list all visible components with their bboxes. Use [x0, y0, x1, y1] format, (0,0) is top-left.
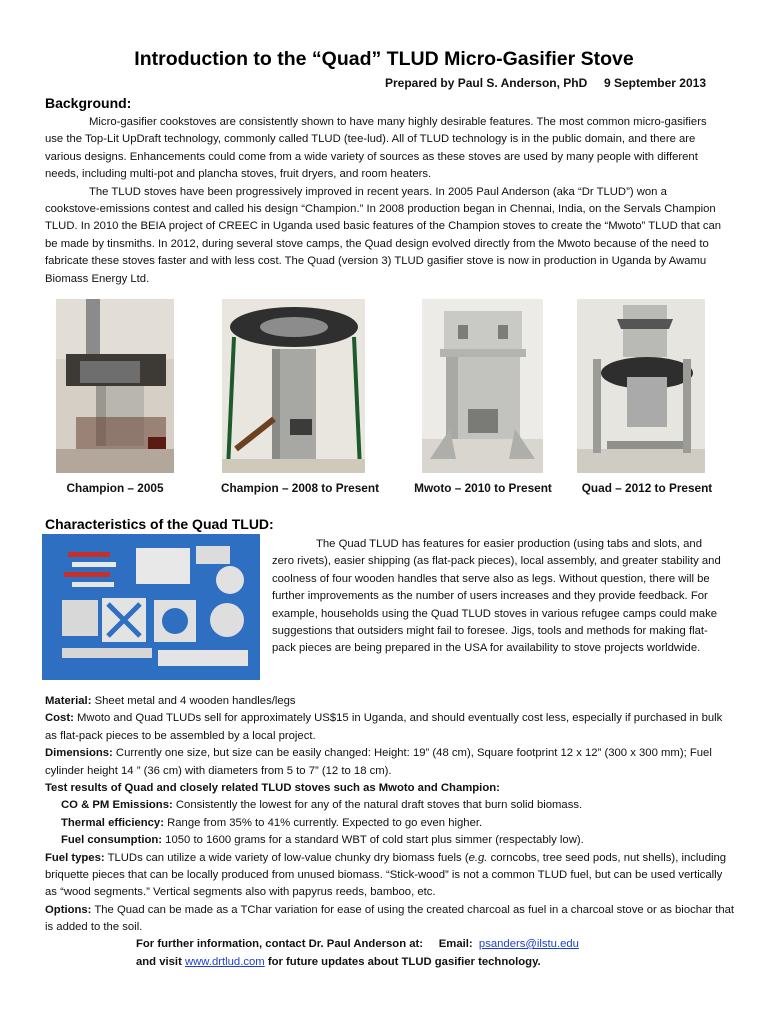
photo-caption-champion-2008: Champion – 2008 to Present — [221, 481, 379, 495]
contact-line-website — [136, 953, 736, 971]
website-link[interactable]: www.drtlud.com — [184, 956, 265, 968]
fuel-types-row — [45, 850, 735, 902]
cost-value: Mwoto and Quad TLUDs sell for approximately US$15 in Uganda, and should eventually cost less, especially if purchased in bulk as flat-pack pieces to be assembled by a local project. — [45, 712, 723, 742]
background-paragraph-1: Micro-gasifier cookstoves are consistently shown to have many highly desirable features. The most common micro-gasifiers use the Top-Lit UpDraft technology, commonly called TLUD (tee-lud). All of TLUD technology is in the public domain, and there are various designs. Enhancements could come from a wide variety of sources as these stoves are used by many people with different needs, including multi-pot and plancha stoves, fruit dryers, and room heaters. — [45, 116, 707, 181]
options-value: The Quad can be made as a TChar variation for ease of using the created charcoal as fuel in a charcoal stove or as biochar that is added to the soil. — [45, 903, 735, 934]
champion-2008-photo — [222, 299, 365, 473]
thermal-efficiency-label: Thermal efficiency: — [61, 816, 164, 829]
photo-caption-mwoto: Mwoto – 2010 to Present — [414, 481, 552, 495]
background-heading: Background: — [45, 95, 132, 111]
mwoto-photo — [422, 299, 543, 473]
characteristics-text — [272, 536, 726, 658]
website-prefix: and visit — [136, 956, 185, 968]
photo-caption-champion-2005: Champion – 2005 — [66, 481, 164, 495]
author-date-line: Prepared by Paul S. Anderson, PhD 9 September 2013 — [385, 76, 706, 90]
fuel-consumption-label: Fuel consumption: — [61, 834, 163, 847]
fuel-types-value-b: corncobs, tree seed pods, nut shells), including briquette pieces that can be locally produced from unused biomass. “Stick-wood” is not a common TLUD fuel, but can be used vertically as “wood segments.” Vertical segments also with papyrus reeds, bamboo, etc. — [45, 851, 727, 899]
fuel-consumption-row — [45, 832, 735, 849]
flat-pack-parts-photo — [42, 534, 260, 680]
contact-section — [136, 935, 736, 971]
options-label: Options: — [45, 903, 92, 916]
photo-caption-quad: Quad – 2012 to Present — [581, 481, 713, 495]
fuel-consumption-value: 1050 to 1600 grams for a standard WBT of cold start plus simmer (respectably low). — [162, 834, 584, 847]
dimensions-value: Currently one size, but size can be easily changed: Height: 19” (48 cm), Square footprint 12 x 12” (300 x 300 mm); Fuel cylinder height 14 ” (36 cm) with diameters from 5 to 7” (12 to 18 cm). — [45, 747, 712, 777]
quad-photo — [577, 299, 705, 473]
page-title: Introduction to the “Quad” TLUD Micro-Gasifier Stove — [134, 48, 634, 70]
characteristics-heading: Characteristics of the Quad TLUD: — [45, 516, 274, 532]
material-label: Material: — [45, 695, 92, 707]
characteristics-paragraph: The Quad TLUD has features for easier production (using tabs and slots, and zero rivets), easier shipping (as flat-pack pieces), local assembly, and greater stability and coolness of four wooden handles that serve also as legs. Without question, there will be further improvements as the number of users increases and they provide feedback. For example, households using the Quad TLUD stoves in various refugee camps could make suggestions that outsiders might fail to foresee. Jigs, tools and methods for making flat-pack pieces are being prepared in the USA for availability to stove projects worldwide. — [272, 538, 721, 655]
stove-specifications — [45, 693, 735, 937]
fuel-types-label: Fuel types: — [45, 851, 105, 864]
emissions-row — [45, 797, 735, 814]
contact-line-email — [136, 935, 736, 953]
thermal-efficiency-value: Range from 35% to 41% currently. Expected to go even higher. — [163, 816, 483, 829]
cost-row — [45, 710, 735, 745]
dimensions-label: Dimensions: — [45, 747, 113, 760]
contact-prefix: For further information, contact Dr. Paul Anderson at: Email: — [136, 938, 479, 950]
emissions-value: Consistently the lowest for any of the natural draft stoves that burn solid biomass. — [172, 799, 583, 812]
fuel-types-value-a: TLUDs can utilize a wide variety of low-value chunky dry biomass fuels ( — [104, 851, 469, 864]
cost-label: Cost: — [45, 712, 74, 725]
website-suffix: for future updates about TLUD gasifier technology. — [264, 956, 541, 968]
champion-2005-photo — [56, 299, 174, 473]
fuel-types-eg: e.g. — [468, 851, 488, 864]
options-row — [45, 902, 735, 937]
dimensions-row — [45, 745, 735, 780]
thermal-efficiency-row — [45, 815, 735, 832]
test-results-label: Test results of Quad and closely related TLUD stoves such as Mwoto and Champion: — [45, 782, 500, 795]
material-row — [45, 693, 735, 710]
test-results-row — [45, 780, 735, 797]
material-value: Sheet metal and 4 wooden handles/legs — [91, 695, 296, 707]
background-section — [45, 114, 723, 288]
emissions-label: CO & PM Emissions: — [61, 799, 173, 812]
background-paragraph-2: The TLUD stoves have been progressively improved in recent years. In 2005 Paul Anderson (aka “Dr TLUD”) won a cookstove-emissions contest and called his design “Champion.” In 2008 production began in Chennai, India, on the Servals Champion TLUD. In 2010 the BEIA project of CREEC in Uganda used basic features of the Champion stoves to create the “Mwoto” TLUD that can be made by tinsmiths. In 2012, during several stove camps, the Quad design evolved directly from the Mwoto because of the need to fabricate these stoves faster and with less cost. The Quad (version 3) TLUD gasifier stove is now in production in Uganda by Awamu Biomass Energy Ltd. — [45, 185, 722, 285]
email-link[interactable]: psanders@ilstu.edu — [478, 938, 579, 950]
